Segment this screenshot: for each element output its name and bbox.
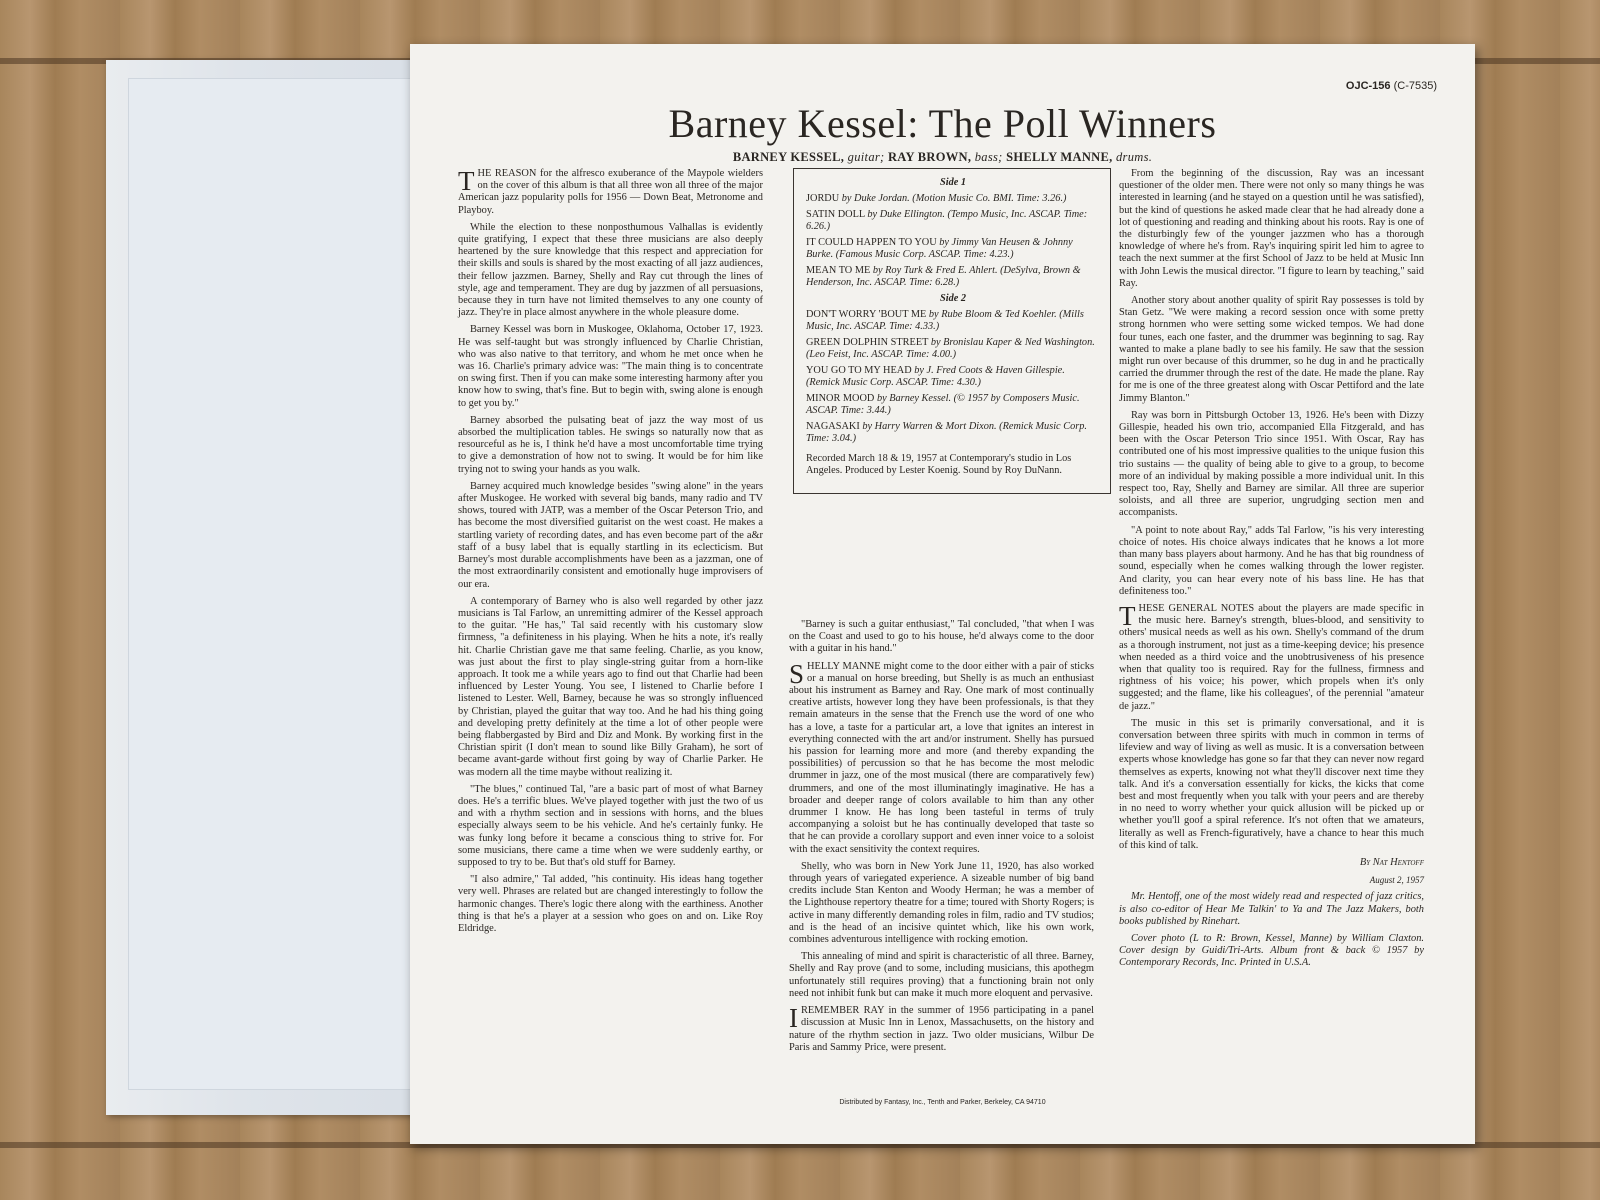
catalog-number: OJC-156 (C-7535) xyxy=(1345,80,1437,92)
track-item xyxy=(806,209,1100,233)
paragraph: THE REASON for the alfresco exuberance of the Maypole wielders on the cover of this album is that all three won all three of the major American jazz popularity polls for 1956 — Down Beat, Metronome and Playboy. xyxy=(458,166,763,216)
paragraph: From the beginning of the discussion, Ray was an incessant questioner of the older men. There were not only so many things he was interested in learning (and he stayed on a question until he was satisfied), but the kind of questions he asked made clear that he had already done a lot of questioning and reading and thinking about his roots. Ray is one of the disturbingly few of the younger jazzmen who has a thorough knowledge of where he's from. Ray's inquiring spirit led him to agree to teach the next summer at the first School of Jazz to be held at Music Inn with John Lewis the musical director. "I figure to learn by teaching," said Ray. xyxy=(1119,168,1424,289)
track-details: by Duke Ellington. (Tempo Music, Inc. ASCAP. Time: 6.26.) xyxy=(806,209,1088,232)
paragraph: IREMEMBER RAY in the summer of 1956 participating in a panel discussion at Music Inn in Lenox, Massachusetts, on the history and nature of the rhythm section in jazz. Two older musicians, Wilbur De Paris and Sammy Price, were present. xyxy=(789,1003,1094,1053)
paragraph: "A point to note about Ray," adds Tal Farlow, "is his very interesting choice of notes. His choice always indicates that he knows a lot more than many bass players about harmony. And he has that big roundness of sound, especially when he comes walking through the lower register. And clarity, you can hear every note of his bass line. He has that definiteness too." xyxy=(1119,524,1424,597)
track-item xyxy=(806,337,1100,361)
track-details: by Bronislau Kaper & Ned Washington. (Leo Feist, Inc. ASCAP. Time: 4.00.) xyxy=(806,337,1095,360)
track-item xyxy=(806,265,1100,289)
track-item xyxy=(806,193,1100,205)
paragraph: Shelly, who was born in New York June 11, 1920, has also worked through years of variegated experience. A sizeable number of big band credits include Stan Kenton and Woody Herman; he was a member of the Lighthouse repertory theatre for a time; toured with Shorty Rogers; is active in many differently demanding roles in film, radio and TV studios; and is the head of an incisive quintet which, like his own work, combines adventurous intelligence with rocking emotion. xyxy=(789,860,1094,946)
track-title: YOU GO TO MY HEAD xyxy=(806,365,912,376)
drop-cap: S xyxy=(789,658,805,689)
track-details: by Barney Kessel. (© 1957 by Composers Music. ASCAP. Time: 3.44.) xyxy=(806,393,1080,416)
paragraph: The music in this set is primarily conversational, and it is conversation between three spirits with much in common in terms of lifeview and way of living as well as music. It is a conversation between experts whose knowledge has gone so far that they can never now regard themselves as experts, knowing not what they'll discover next time they talk. And it's a conversation essentially for kicks, the kicks that come best and most frequently when you talk with your peers and are thereby in no need to worry whether your quick allusion will be picked up or whether you'll goof a spiral reference. It's not often that we amateurs, literally as well as French-figuratively, have a chance to hear this much of this kind of talk. xyxy=(1119,717,1424,851)
sleeve-paper xyxy=(128,78,420,1090)
track-title: SATIN DOLL xyxy=(806,209,865,220)
track-title: MEAN TO ME xyxy=(806,265,871,276)
liner-notes-column-1 xyxy=(458,168,763,940)
paragraph: Barney absorbed the pulsating beat of jazz the way most of us absorbed the multiplication tables. He swings so naturally now that as resourceful as he is, I think he'd have a most uncomfortable time trying to give a demonstration of how not to swing. It would be for him like trying not to swing your hands as you walk. xyxy=(458,414,763,475)
track-title: MINOR MOOD xyxy=(806,393,875,404)
tracklist-box xyxy=(793,168,1111,494)
liner-notes-column-3 xyxy=(1119,168,1424,975)
track-details: by Duke Jordan. (Motion Music Co. BMI. Time: 3.26.) xyxy=(841,193,1067,204)
drop-cap: I xyxy=(789,1003,798,1034)
track-item xyxy=(806,421,1100,445)
drop-cap: T xyxy=(1119,600,1136,631)
track-details: by Roy Turk & Fred E. Ahlert. (DeSylva, Brown & Henderson, Inc. ASCAP. Time: 6.28.) xyxy=(806,265,1081,288)
track-title: GREEN DOLPHIN STREET xyxy=(806,337,929,348)
track-details: by Harry Warren & Mort Dixon. (Remick Music Corp. Time: 3.04.) xyxy=(806,421,1087,444)
track-item xyxy=(806,365,1100,389)
signature-date: August 2, 1957 xyxy=(1369,875,1424,886)
track-title: JORDU xyxy=(806,193,840,204)
track-title: DON'T WORRY 'BOUT ME xyxy=(806,309,927,320)
inner-sleeve[interactable] xyxy=(106,60,436,1115)
recording-info: Recorded March 18 & 19, 1957 at Contemporary's studio in Los Angeles. Produced by Lester Koenig. Sound by Roy DuNann. xyxy=(806,453,1072,476)
paragraph: Barney Kessel was born in Muskogee, Oklahoma, October 17, 1923. He was self-taught but was strongly influenced by Charlie Christian, who was also native to that territory, and whom he met once when he was 16. Charlie's primary advice was: "The main thing is to concentrate on swing first. Then if you can make some interesting harmony after you know how to swing, that's fine. But to begin with, swing alone is enough to get you by." xyxy=(458,324,763,409)
track-details: by J. Fred Coots & Haven Gillespie. (Remick Music Corp. ASCAP. Time: 4.30.) xyxy=(806,365,1065,388)
paragraph: Another story about another quality of spirit Ray possesses is told by Stan Getz. "We were making a record session once with some pretty strong hornmen who were setting some wicked tempos. We had done four tunes, each one faster, and the drummer was beginning to sag. Ray wanted to make a plane badly to see his family. He saw that the session might run over because of this drummer, so he dug in and he practically carried the drummer through the rest of the date. He made the plane. Ray for me is one of the three greatest along with Oscar Pettiford and the late Jimmy Blanton." xyxy=(1119,295,1424,404)
track-item xyxy=(806,237,1100,261)
paragraph: While the election to these nonposthumous Valhallas is evidently quite gratifying, I expect that these three musicians are also deeply heartened by the sure knowledge that this respect and appreciation for their skills and souls is shared by the most exacting of all jazz audiences, their fellow jazzmen. Barney, Shelly and Ray cut through the lines of style, age and temperament. They are dug by jazzmen of all persuasions, because they in turn have not limited themselves to any one county of jazz. They're in place almost anywhere in the whole pleasure dome. xyxy=(458,221,763,319)
track-item xyxy=(806,309,1100,333)
side-1-heading: Side 1 xyxy=(939,177,967,188)
paragraph: Ray was born in Pittsburgh October 13, 1926. He's been with Dizzy Gillespie, headed his own trio, accompanied Ella Fitzgerald, and has been with the Oscar Peterson Trio since 1951. With Oscar, Ray has contributed one of his most impressive qualities to the unique fusion this trio sustains — the quality of being able to give to a group, to become more of an individual by making possible a more individual unit. In this respect too, Ray, Shelly and Barney are similar. All three are superior soloists, and all three are superior, ungrudging section men and accompanists. xyxy=(1119,409,1424,519)
side-2-heading: Side 2 xyxy=(939,293,967,304)
paragraph: THESE GENERAL NOTES about the players are made specific in the music here. Barney's strength, blues-blood, and sensitivity to others' musical needs as well as his own. Shelly's command of the drum as a thorough instrument, not just as a time-keeping device; his presence when needed as a third voice and the unobtrusiveness of his presence when that quality too is required. Ray for the fullness, firmness and rightness of his voice; his power, which propels when it's only suggested; and the flame, like his colleagues', of the perennial "amateur de jazz." xyxy=(1119,600,1424,712)
album-title: Barney Kessel: The Poll Winners xyxy=(668,101,1217,146)
paragraph: "The blues," continued Tal, "are a basic part of most of what Barney does. He's a terrific blues. We've played together with just the two of us and with a rhythm section and in sessions with horns, and the blues especially always seem to be his vehicle. And he's certainly funky. He was funky long before it became a conscious thing to strive for. For some musicians, there came a time when we were suddenly earthy, or supposed to try to be. But that's old stuff for Barney. xyxy=(458,783,763,868)
musician-credits: BARNEY KESSEL, guitar; RAY BROWN, bass; SHELLY MANNE, drums. xyxy=(732,150,1153,164)
author-note: Mr. Hentoff, one of the most widely read and respected of jazz critics, is also co-editor of Hear Me Talkin' to Ya and The Jazz Makers, both books published by Rinehart. xyxy=(1119,891,1424,927)
track-title: NAGASAKI xyxy=(806,421,860,432)
liner-notes-column-2 xyxy=(789,619,1094,1059)
author-signature: By Nat Hentoff xyxy=(1359,856,1424,868)
paragraph: This annealing of mind and spirit is characteristic of all three. Barney, Shelly and Ray prove (and to some, including musicians, this apothegm unfortunately still requires proving) that a functioning brain not only need not inhibit funk but can make it much more eloquent and pervasive. xyxy=(789,951,1094,999)
side-2-tracks xyxy=(806,309,1100,445)
track-title: IT COULD HAPPEN TO YOU xyxy=(806,237,937,248)
cover-credits: Cover photo (L to R: Brown, Kessel, Manne) by William Claxton. Cover design by Guidi/Tri-Arts. Album front & back © 1957 by Contemporary Records, Inc. Printed in U.S.A. xyxy=(1119,932,1424,969)
paragraph: SHELLY MANNE might come to the door either with a pair of sticks or a manual on horse breeding, but Shelly is as much an enthusiast about his instrument as Barney and Ray. One mark of most continually creative artists, however long they have been professionals, is that they remain amateurs in the sense that the French use the word of one who has a love, a taste for a particular art, a love that ignites an interest in everything connected with the art and/or instrument. Shelly has pursued his passion for learning more and more (and thereby expanding the possibilities) of percussion so that he has become the most melodic drummer in jazz, one of the most musical (there are comparatively few) drummers, and one of the most illuminatingly imaginative. He has a broader and deeper range of colors available to him than any other drummer I know. He has long been tasteful in terms of truly accompanying a soloist but he has continually developed that taste so that he can provide a corollary support and even inner voice to a soloist with the exact sensitivity the context requires. xyxy=(789,658,1094,855)
paragraph: A contemporary of Barney who is also well regarded by other jazz musicians is Tal Farlow, an unremitting admirer of the Kessel approach to the guitar. "He has," Tal said recently with his customary slow firmness, "a definiteness in his playing. When he hits a note, it's really hit. Charlie Christian gave me that same feeling. Charlie, as you know, was just about the first to play single-string guitar from a horn-like approach. It took me a while years ago to find out that Charlie had been influenced by Lester Young. You see, I listened to Charlie before I listened to Lester. Well, Barney, because he was so strongly influenced by Christian, played the guitar that way too. And he had his thing going and developing pretty definitely at the time a lot of other people were being flabbergasted by Bird and Diz and Monk. By working first in the Christian spirit (I don't mean to sound like Billy Graham), he sort of became avant-garde without first going by way of Charlie Parker. He was modern all the time maybe without realizing it. xyxy=(458,595,763,778)
track-details: by Jimmy Van Heusen & Johnny Burke. (Famous Music Corp. ASCAP. Time: 4.23.) xyxy=(806,237,1073,260)
track-item xyxy=(806,393,1100,417)
paragraph: "I also admire," Tal added, "his continuity. His ideas hang together very well. Phrases are related but are changed interestingly to follow the harmonic changes. There's logic there along with the earthiness. Another thing is that he's a player at a session who goes on and on. Like Roy Eldridge. xyxy=(458,874,763,934)
distribution-line: Distributed by Fantasy, Inc., Tenth and Parker, Berkeley, CA 94710 xyxy=(839,1099,1046,1106)
paragraph: "Barney is such a guitar enthusiast," Tal concluded, "that when I was on the Coast and used to go to his house, he'd always come to the door with a guitar in his hand." xyxy=(789,619,1094,655)
track-details: by Rube Bloom & Ted Koehler. (Mills Music, Inc. ASCAP. Time: 4.33.) xyxy=(806,309,1084,332)
drop-cap: T xyxy=(458,166,475,196)
side-1-tracks xyxy=(806,193,1100,289)
album-back-cover xyxy=(410,44,1475,1144)
paragraph: Barney acquired much knowledge besides "swing alone" in the years after Muskogee. He worked with several big bands, many radio and TV shows, toured with JATP, was a member of the Oscar Peterson Trio, and has become the most diversified guitarist on the west coast. He makes a startling variety of recording dates, and has even become part of the a&r staff of a busy label that is equally startling in its eclecticism. But Barney's most durable accomplishments have been as a jazzman, one of the most extraordinarily consistent and emotionally huge improvisers of our era. xyxy=(458,480,763,590)
